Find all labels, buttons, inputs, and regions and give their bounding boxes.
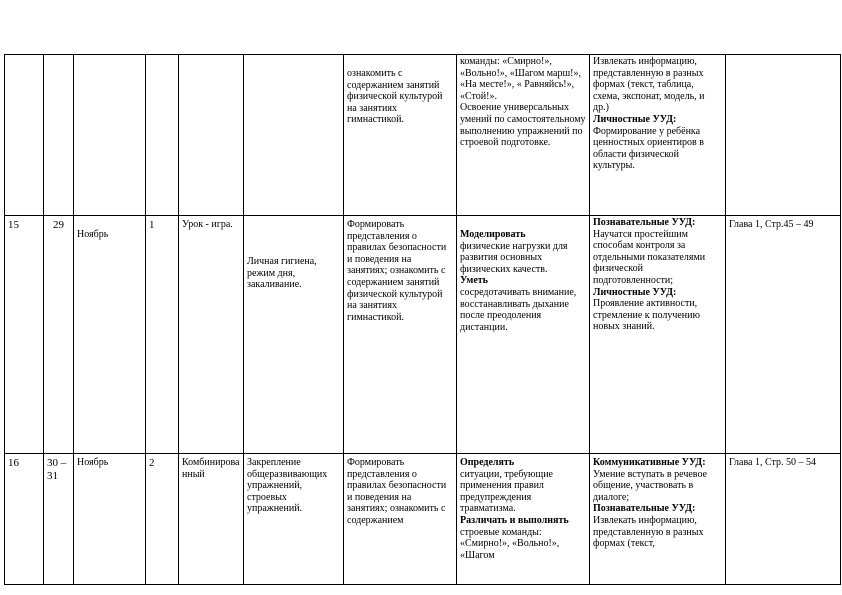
cell-month: Ноябрь <box>74 216 146 454</box>
cell-month <box>74 55 146 216</box>
uud-heading: Личностные УУД: <box>593 286 677 298</box>
uud-heading: Познавательные УУД: <box>593 503 696 515</box>
uud-text: Проявление активности, стремление к получению новых знаний. <box>593 298 700 333</box>
table-row <box>5 55 841 216</box>
cell-hour <box>44 55 74 216</box>
activity-text: физические нагрузки для развития основных физических качеств. <box>460 240 568 275</box>
uud-heading: Личностные УУД: <box>593 113 677 125</box>
lesson-plan-table <box>4 54 841 585</box>
cell-hour: 30 – 31 <box>44 454 74 585</box>
activity-text: ситуации, требующие применения правил предупреждения травматизма. <box>460 468 553 515</box>
cell-count <box>146 55 179 216</box>
activity-heading: Моделировать <box>460 229 526 240</box>
cell-hour: 29 <box>44 216 74 454</box>
cell-activity <box>457 454 590 585</box>
cell-textbook: Глава 1, Стр. 50 – 54 <box>726 454 841 585</box>
cell-type <box>179 55 244 216</box>
uud-heading: Коммуникативные УУД: <box>593 457 706 468</box>
cell-num <box>5 55 44 216</box>
cell-goal: Формировать представления о правилах безопасности и поведения на занятиях; ознакомить с содержанием <box>344 454 457 585</box>
cell-count: 1 <box>146 216 179 454</box>
activity-text: Освоение универсальных умений по самостоятельному выполнению упражнений по строевой подготовке. <box>460 102 586 149</box>
cell-textbook: Глава 1, Стр.45 – 49 <box>726 216 841 454</box>
cell-goal: Формировать представления о правилах безопасности и поведения на занятиях; ознакомить с содержанием занятий физической культурой на занятиях гимнастикой. <box>344 216 457 454</box>
cell-month: Ноябрь <box>74 454 146 585</box>
uud-text: Умение вступать в речевое общение, участвовать в диалоге; <box>593 468 708 503</box>
activity-text: команды: «Смирно!», «Вольно!», «Шагом марш!», «На месте!», « Равняйсь!», «Стой!». <box>460 56 582 102</box>
cell-activity <box>457 55 590 216</box>
cell-uud <box>590 454 726 585</box>
uud-text: Извлекать информацию, представленную в разных формах (текст, <box>593 514 704 550</box>
cell-num: 16 <box>5 454 44 585</box>
activity-heading: Различать и выполнять <box>460 514 569 526</box>
cell-goal: ознакомить с содержанием занятий физической культурой на занятиях гимнастикой. <box>344 55 457 216</box>
cell-type: Урок - игра. <box>179 216 244 454</box>
cell-activity <box>457 216 590 454</box>
cell-textbook <box>726 55 841 216</box>
uud-text: Научатся простейшим способам контроля за отдельными показателями физической подготовленности; <box>593 228 706 286</box>
uud-text: Извлекать информацию, представленную в разных формах (текст, таблица, схема, экспонат, модель, и др.) <box>593 56 705 114</box>
cell-content: Закрепление общеразвивающих упражнений, строевых упражнений. <box>244 454 344 585</box>
activity-text: строевые команды: «Смирно!», «Вольно!», «Шагом <box>460 526 560 561</box>
uud-text: Формирование у ребёнка ценностных ориентиров в области физической культуры. <box>593 125 704 172</box>
cell-content: Личная гигиена, режим дня, закаливание. <box>244 216 344 454</box>
activity-heading: Определять <box>460 457 515 468</box>
cell-uud <box>590 55 726 216</box>
cell-count: 2 <box>146 454 179 585</box>
activity-heading: Уметь <box>460 275 488 287</box>
table-row <box>5 454 841 585</box>
table-row <box>5 216 841 454</box>
cell-type: Комбинированный <box>179 454 244 585</box>
uud-heading: Познавательные УУД: <box>593 217 696 228</box>
cell-uud <box>590 216 726 454</box>
cell-content <box>244 55 344 216</box>
cell-num: 15 <box>5 216 44 454</box>
activity-text: сосредотачивать внимание, восстанавливать дыхание после преодоления дистанции. <box>460 286 577 333</box>
